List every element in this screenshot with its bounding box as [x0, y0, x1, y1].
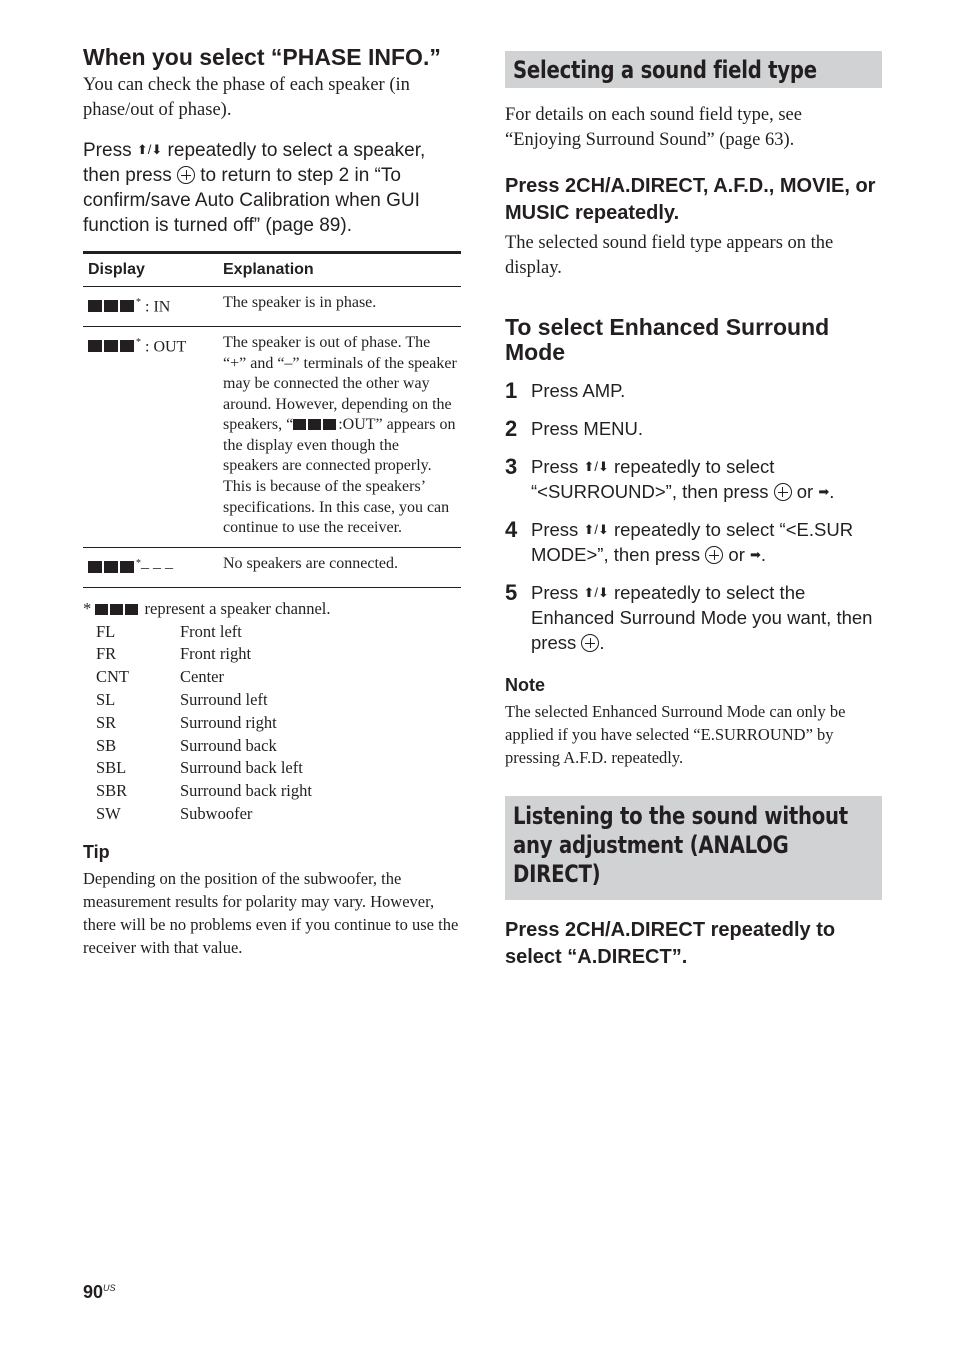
display-cell: * : IN: [83, 287, 218, 327]
channel-block-icon: [104, 561, 118, 573]
footnote-text: represent a speaker channel.: [140, 598, 331, 618]
tip-heading: Tip: [83, 841, 110, 862]
channel-block-icon: [125, 604, 138, 615]
list-item: [505, 454, 882, 504]
footnote: [83, 598, 461, 621]
table-row: [83, 326, 461, 547]
step-number: 1: [505, 378, 518, 403]
right-arrow-icon: ➡: [750, 547, 761, 562]
channel-abbr: SW: [96, 803, 121, 823]
phase-info-heading: When you select “PHASE INFO.”: [83, 44, 441, 70]
up-down-arrow-icon: ⬆/⬇: [583, 459, 609, 474]
sound-field-intro: For details on each sound field type, see “Enjoying Surround Sound” (page 63).: [505, 105, 802, 150]
channel-abbr: SB: [96, 735, 117, 755]
channel-name: Center: [180, 667, 224, 687]
enter-button-icon: [705, 546, 723, 564]
list-item: [96, 735, 461, 758]
channel-block-icon: [88, 300, 102, 312]
list-item: [96, 780, 461, 803]
channel-name: Surround back left: [180, 758, 303, 778]
footnote-mark: *: [136, 297, 141, 308]
up-down-arrow-icon: ⬆/⬇: [583, 585, 609, 600]
channel-abbr: FL: [96, 621, 116, 641]
list-item: [96, 689, 461, 712]
channel-abbr: SR: [96, 712, 117, 732]
phase-info-instruction: Press ⬆/⬇ repeatedly to select a speaker, then press to return to step 2 in “To confirm/save Auto Calibration when GUI function is turned off” (page 89).: [83, 140, 426, 236]
display-cell: *– – –: [83, 547, 218, 587]
page-number: $90^{US}$: [83, 1282, 116, 1302]
enter-button-icon: [177, 166, 195, 184]
channel-block-icon: [88, 561, 102, 573]
explanation-cell: The speaker is out of phase. The “+” and “–” terminals of the speaker may be connected the other way around. However, depending on the speakers, “ :OUT” appears on the display even though the speakers are connected properly. This is because of the speakers’ specifications. In this case, you can continue to use the receiver.: [218, 326, 461, 547]
sound-field-banner: Selecting a sound field type: [505, 51, 882, 88]
table-header-display: Display: [83, 253, 218, 287]
step-number: 5: [505, 580, 518, 605]
list-item: [96, 712, 461, 735]
channel-abbr: FR: [96, 644, 117, 664]
list-item: [505, 580, 882, 655]
channel-abbr: CNT: [96, 667, 129, 687]
footnote-star: *: [83, 598, 92, 618]
list-item: [505, 416, 882, 441]
list-item: [96, 803, 461, 826]
channel-block-icon: [104, 340, 118, 352]
channel-block-icon: [308, 419, 321, 430]
channel-block-icon: [110, 604, 123, 615]
channel-abbr: SBR: [96, 781, 128, 801]
channel-name: Surround back right: [180, 781, 312, 801]
analog-direct-banner: Listening to the sound without any adjustment (ANALOG DIRECT): [505, 796, 882, 900]
analog-direct-instruction: Press 2CH/A.DIRECT repeatedly to select “A.DIRECT”.: [505, 919, 836, 968]
channel-block-icon: [323, 419, 336, 430]
list-item: [96, 643, 461, 666]
explanation-cell: No speakers are connected.: [218, 547, 461, 587]
channel-name: Front right: [180, 644, 252, 664]
table-row: [83, 547, 461, 587]
list-item: [96, 666, 461, 689]
channel-name: Surround left: [180, 689, 268, 709]
right-arrow-icon: ➡: [818, 484, 830, 499]
step-text: Press ⬆/⬇ repeatedly to select “<SURROUND>”, then press or ➡.: [531, 456, 835, 502]
channel-block-icon: [104, 300, 118, 312]
channel-block-icon: [120, 340, 134, 352]
step-number: 3: [505, 454, 518, 479]
footnote-mark: *: [136, 336, 141, 348]
channel-name: Surround back: [180, 735, 277, 755]
sound-field-instruction: Press 2CH/A.DIRECT, A.F.D., MOVIE, or MUSIC repeatedly.: [505, 175, 876, 224]
table-header-explanation: Explanation: [218, 253, 461, 287]
step-number: 4: [505, 517, 518, 542]
enhanced-steps: [505, 378, 882, 655]
up-down-arrow-icon: ⬆/⬇: [136, 142, 163, 157]
channel-abbr: SL: [96, 689, 116, 709]
channel-name: Subwoofer: [180, 803, 253, 823]
channel-block-icon: [95, 604, 108, 615]
sound-field-result: The selected sound field type appears on the display.: [505, 233, 834, 278]
channel-block-icon: [293, 419, 306, 430]
table-header-row: [83, 253, 461, 287]
footnote-mark: *: [136, 557, 141, 569]
note-text: The selected Enhanced Surround Mode can only be applied if you have selected “E.SURROUND” by pressing A.F.D. repeatedly.: [505, 702, 846, 767]
phase-info-intro: You can check the phase of each speaker (in phase/out of phase).: [83, 75, 410, 120]
channel-block-icon: [120, 300, 134, 312]
up-down-arrow-icon: ⬆/⬇: [583, 522, 609, 537]
channel-name: Front left: [180, 621, 242, 641]
enter-button-icon: [581, 634, 599, 652]
list-item: [505, 517, 882, 567]
enter-button-icon: [774, 483, 792, 501]
step-text: Press AMP.: [531, 380, 626, 401]
list-item: [96, 621, 461, 644]
note-heading: Note: [505, 675, 545, 695]
step-text: Press ⬆/⬇ repeatedly to select the Enhanced Surround Mode you want, then press .: [531, 582, 873, 653]
channel-list: [96, 621, 461, 826]
right-column: [505, 51, 882, 971]
phase-display-table: [83, 251, 461, 588]
channel-block-icon: [88, 340, 102, 352]
list-item: [505, 378, 882, 403]
step-text: Press MENU.: [531, 418, 644, 439]
tip-text: Depending on the position of the subwoofer, the measurement results for polarity may vary. However, there will be no problems even if you continue to use the receiver with that value.: [83, 868, 459, 957]
list-item: [96, 757, 461, 780]
left-column: [83, 45, 461, 959]
explanation-cell: The speaker is in phase.: [218, 287, 461, 327]
channel-name: Surround right: [180, 712, 277, 732]
step-number: 2: [505, 416, 518, 441]
channel-abbr: SBL: [96, 758, 127, 778]
table-row: [83, 287, 461, 327]
channel-block-icon: [120, 561, 134, 573]
enhanced-surround-heading: To select Enhanced Surround Mode: [505, 314, 830, 365]
region-code: US: [103, 1283, 116, 1293]
step-text: Press ⬆/⬇ repeatedly to select “<E.SUR MODE>”, then press or ➡.: [531, 519, 854, 565]
display-cell: * : OUT: [83, 326, 218, 547]
